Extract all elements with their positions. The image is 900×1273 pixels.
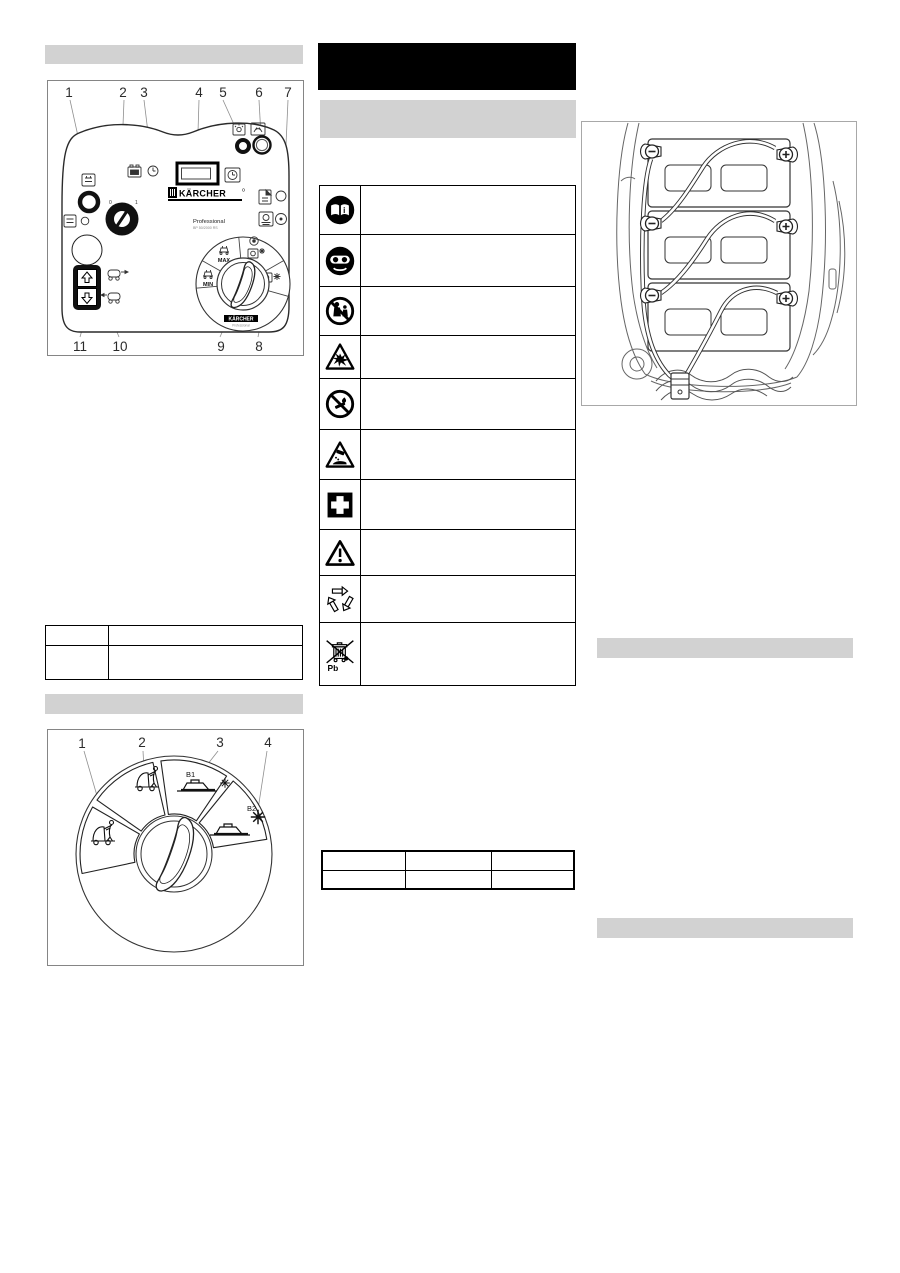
battery-safety-symbols-table bbox=[319, 185, 576, 686]
dial-callout-2: 2 bbox=[138, 735, 146, 750]
table-row bbox=[320, 430, 575, 480]
callout-11: 11 bbox=[72, 339, 88, 354]
dial-min-label: MIN bbox=[202, 282, 214, 288]
dial-callout-4: 4 bbox=[264, 735, 272, 750]
pb-label: Pb bbox=[327, 662, 339, 672]
battery-diagram-figure bbox=[581, 121, 857, 406]
table-row bbox=[320, 576, 575, 623]
key-position-1: 1 bbox=[135, 200, 138, 206]
dial-callout-1: 1 bbox=[78, 736, 86, 751]
drive-direction-rocker bbox=[73, 265, 101, 310]
no-fire-open-flame-icon bbox=[320, 379, 361, 429]
round-button bbox=[72, 235, 102, 265]
battery-plus-terminal-icon bbox=[777, 147, 798, 162]
callout-7: 7 bbox=[284, 85, 292, 100]
table-cell bbox=[46, 626, 109, 646]
dial-callout-3: 3 bbox=[216, 735, 224, 750]
dial-brand-sub: Professional bbox=[232, 323, 250, 328]
recycling-icon bbox=[320, 576, 361, 622]
brand-text: KÄRCHER bbox=[179, 188, 227, 199]
wear-eye-protection-icon bbox=[320, 235, 361, 286]
b2-label: B2 bbox=[247, 804, 257, 813]
symbol-text bbox=[361, 336, 575, 378]
symbol-text bbox=[361, 287, 575, 335]
control-panel-figure bbox=[47, 80, 304, 356]
table-cell bbox=[406, 871, 492, 888]
symbol-text bbox=[361, 576, 575, 622]
table-cell bbox=[109, 626, 302, 646]
table-row bbox=[320, 623, 575, 685]
symbol-text bbox=[361, 530, 575, 575]
section-bar-center bbox=[320, 100, 576, 138]
table-row bbox=[320, 186, 575, 235]
callout-9: 9 bbox=[217, 339, 225, 354]
table-cell bbox=[492, 852, 573, 871]
callout-6: 6 bbox=[255, 85, 263, 100]
general-warning-icon bbox=[320, 530, 361, 575]
symbol-text bbox=[361, 623, 575, 685]
table-row bbox=[320, 379, 575, 430]
table-cell bbox=[323, 871, 406, 888]
brand-sub-text: Professional bbox=[193, 219, 225, 225]
callout-10: 10 bbox=[112, 339, 128, 354]
table-cell bbox=[406, 852, 492, 871]
symbol-text bbox=[361, 480, 575, 529]
section-bar-right-top bbox=[597, 638, 853, 658]
battery-minus-terminal-icon bbox=[641, 216, 662, 231]
table-row bbox=[320, 480, 575, 530]
speed-knob bbox=[196, 237, 290, 331]
left-table bbox=[45, 625, 303, 680]
battery-plus-terminal-icon bbox=[777, 291, 798, 306]
callout-1: 1 bbox=[65, 85, 73, 100]
svg-text:i: i bbox=[343, 206, 346, 216]
first-aid-icon bbox=[320, 480, 361, 529]
callout-8: 8 bbox=[255, 339, 263, 354]
section-bar-left-bottom bbox=[45, 694, 303, 714]
table-row bbox=[320, 336, 575, 379]
b1-label: B1 bbox=[186, 770, 196, 779]
explosion-hazard-icon bbox=[320, 336, 361, 378]
display bbox=[177, 163, 218, 184]
battery-plus-terminal-icon bbox=[777, 219, 798, 234]
model-line-text: BP 50/2000 RS bbox=[193, 226, 218, 230]
battery-minus-terminal-icon bbox=[641, 288, 662, 303]
symbol-text bbox=[361, 186, 575, 234]
section-bar-left-top bbox=[45, 45, 303, 64]
center-table bbox=[321, 850, 575, 890]
callout-4: 4 bbox=[195, 85, 203, 100]
acid-corrosion-hazard-icon bbox=[320, 430, 361, 479]
dial-brand-text: KÄRCHER bbox=[228, 316, 254, 323]
read-operating-instructions-icon bbox=[320, 186, 361, 234]
program-dial-figure bbox=[47, 729, 304, 966]
table-cell bbox=[492, 871, 573, 888]
table-cell bbox=[109, 646, 302, 679]
table-cell bbox=[46, 646, 109, 679]
section-bar-right-bottom bbox=[597, 918, 853, 938]
battery-minus-terminal-icon bbox=[641, 144, 662, 159]
callout-5: 5 bbox=[219, 85, 227, 100]
dial-max-label: MAX bbox=[217, 258, 231, 264]
battery-disposal-lead-icon bbox=[320, 623, 361, 685]
callout-2: 2 bbox=[119, 85, 127, 100]
callout-3: 3 bbox=[140, 85, 148, 100]
table-row bbox=[320, 287, 575, 336]
table-cell bbox=[323, 852, 406, 871]
key-position-0: 0 bbox=[109, 200, 112, 206]
keep-children-away-icon bbox=[320, 287, 361, 335]
symbol-text bbox=[361, 430, 575, 479]
symbol-text bbox=[361, 379, 575, 429]
title-block bbox=[318, 43, 576, 90]
symbol-text bbox=[361, 235, 575, 286]
table-row bbox=[320, 235, 575, 287]
battery-connector-plug bbox=[671, 373, 689, 399]
table-row bbox=[320, 530, 575, 576]
